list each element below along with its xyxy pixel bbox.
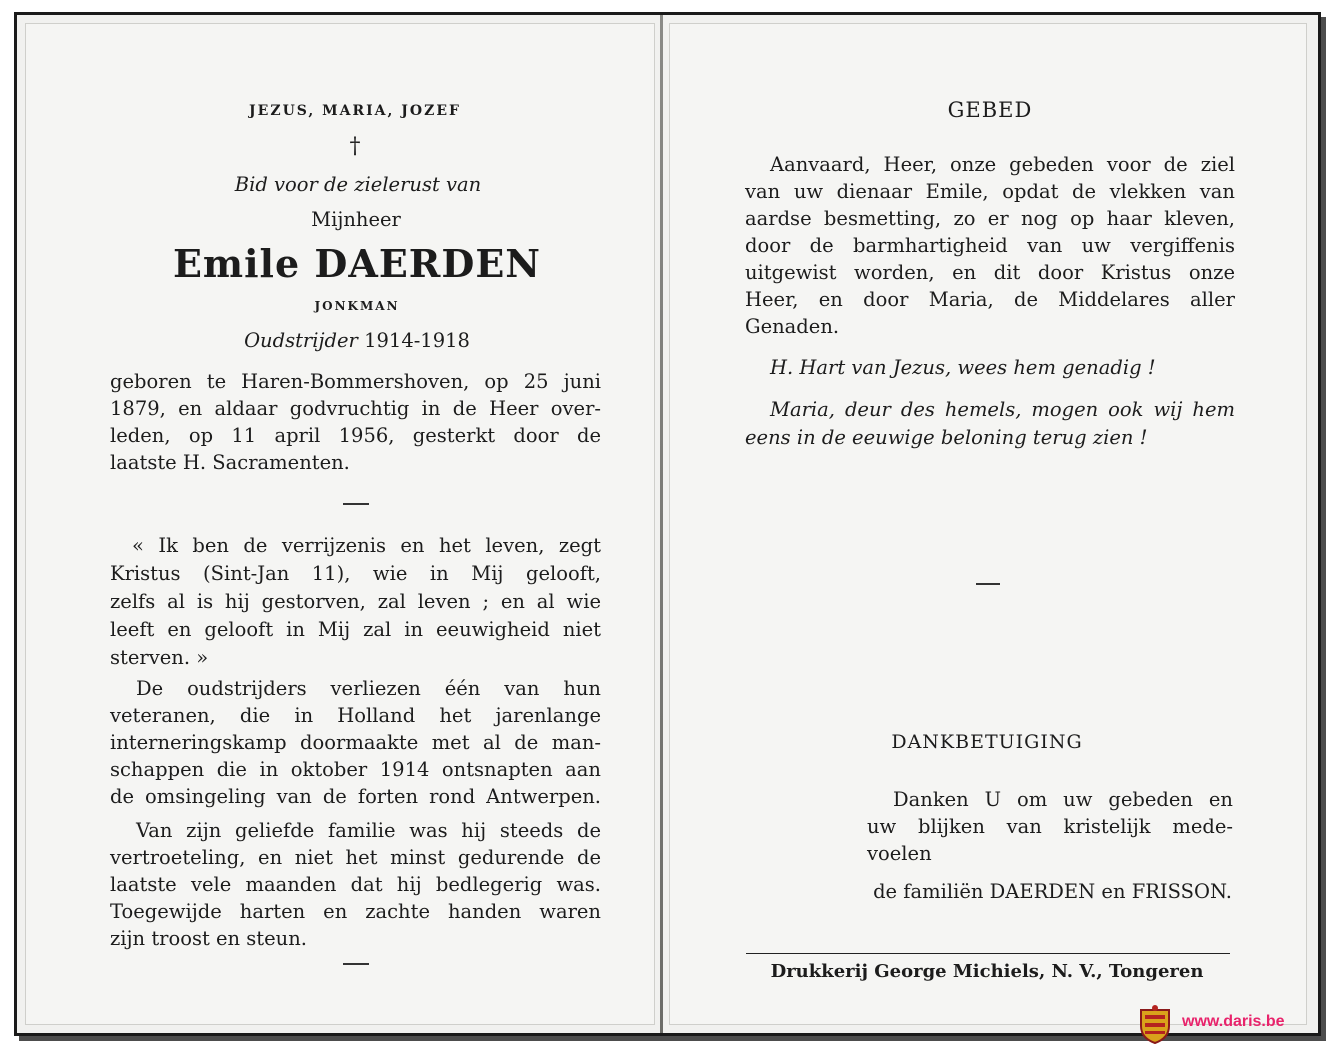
watermark-site: www.daris.be <box>1182 1013 1285 1030</box>
bio-line: laatste H. Sacramenten. <box>110 451 350 474</box>
header-holy-family: JEZUS, MARIA, JOZEF <box>249 103 461 119</box>
prayer-line: uitgewist worden, en dit door Kristus onze <box>745 261 1235 284</box>
daris-crest-icon <box>1138 1004 1172 1044</box>
prayer-line: van uw dienaar Emile, opdat de vlekken van <box>745 180 1235 203</box>
bio-line: geboren te Haren-Bommershoven, op 25 juni <box>110 370 601 393</box>
thanks-line: Danken U om uw gebeden en <box>893 788 1233 811</box>
family-line: laatste vele maanden dat hij bedlegerig was. <box>110 873 601 896</box>
veterans-line: De oudstrijders verliezen één van hun <box>136 677 601 700</box>
prayer-line: aardse besmetting, zo er nog op haar kleven, <box>745 207 1235 230</box>
cross-icon: † <box>349 134 361 159</box>
thanks-line: uw blijken van kristelijk mede- <box>867 815 1233 838</box>
prayer-line: door de barmhartigheid van uw vergiffenis <box>745 234 1235 257</box>
prayer-line: Aanvaard, Heer, onze gebeden voor de ziel <box>770 153 1235 176</box>
quote-line: leeft en gelooft in Mij zal in eeuwigheid niet <box>110 618 601 641</box>
veteran-line <box>244 331 470 351</box>
family-line: zijn troost en steun. <box>110 927 307 950</box>
right-divider-dash <box>976 583 1000 585</box>
veterans-line: schappen die in oktober 1914 ontsnapten aan <box>110 758 601 781</box>
veterans-line: de omsingeling van de forten rond Antwerpen. <box>110 785 601 808</box>
title-mijnheer: Mijnheer <box>311 208 401 231</box>
quote-line: Kristus (Sint-Jan 11), wie in Mij gelooft, <box>110 562 601 585</box>
prayer-intro: Bid voor de zielerust van <box>234 173 482 196</box>
status-jonkman: JONKMAN <box>314 299 400 313</box>
bio-line: leden, op 11 april 1956, gesterkt door de <box>110 424 601 447</box>
family-line: Toegewijde harten en zachte handen waren <box>110 900 601 923</box>
printer-rule <box>746 953 1230 954</box>
veteran-years: 1914-1918 <box>364 329 470 352</box>
family-signature: de familiën DAERDEN en FRISSON. <box>873 880 1232 903</box>
invocation-mary-line: eens in de eeuwige beloning terug zien ! <box>745 426 1148 449</box>
bio-line: 1879, en aldaar godvruchtig in de Heer over- <box>110 397 601 420</box>
quote-line: zelfs al is hij gestorven, zal leven ; en al wie <box>110 590 601 613</box>
card-fold <box>660 15 663 1033</box>
quote-line: sterven. » <box>110 646 209 669</box>
veteran-label: Oudstrijder <box>244 329 358 352</box>
veterans-line: interneringskamp doormaakte met al de man- <box>110 731 601 754</box>
prayer-line: Genaden. <box>745 315 840 338</box>
family-line: Van zijn geliefde familie was hij steeds de <box>136 819 601 842</box>
divider-dash <box>343 503 369 505</box>
divider-dash-bottom <box>343 963 369 965</box>
printer-credit: Drukkerij George Michiels, N. V., Tongeren <box>770 961 1204 982</box>
invocation-sacred-heart: H. Hart van Jezus, wees hem genadig ! <box>770 356 1156 379</box>
family-line: vertroeteling, en niet het minst gedurende de <box>110 846 601 869</box>
thanks-line: voelen <box>867 842 932 865</box>
deceased-name: Emile DAERDEN <box>172 241 542 286</box>
prayer-line: Heer, en door Maria, de Middelares aller <box>745 288 1235 311</box>
invocation-mary-line: Maria, deur des hemels, mogen ook wij hem <box>770 398 1235 421</box>
prayer-title: GEBED <box>947 98 1033 122</box>
veterans-line: veteranen, die in Holland het jarenlange <box>110 704 601 727</box>
quote-line: « Ik ben de verrijzenis en het leven, zegt <box>132 534 601 557</box>
thanks-title: DANKBETUIGING <box>891 731 1083 753</box>
